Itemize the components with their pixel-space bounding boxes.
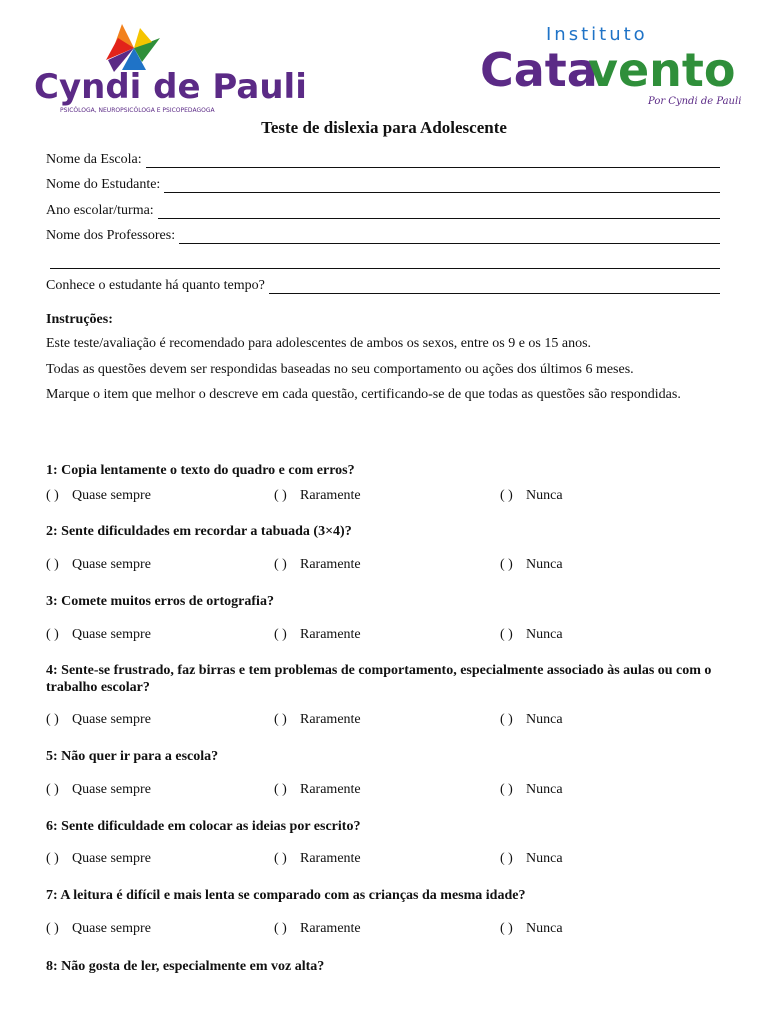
instructions-paragraph-1: Este teste/avaliação é recomendado para adolescentes de ambos os sexos, entre os 9 e os 15 anos. bbox=[46, 336, 592, 351]
checkbox[interactable]: ( ) bbox=[500, 712, 513, 727]
checkbox[interactable]: ( ) bbox=[46, 921, 59, 936]
svg-text:vento: vento bbox=[588, 43, 736, 97]
option-label: Nunca bbox=[526, 488, 563, 503]
option-raramente[interactable] bbox=[274, 782, 361, 798]
question-2: 2: Sente dificuldades em recordar a tabuada (3×4)? bbox=[46, 524, 352, 539]
option-label: Nunca bbox=[526, 921, 563, 936]
option-label: Quase sempre bbox=[72, 557, 151, 572]
checkbox[interactable]: ( ) bbox=[274, 557, 287, 572]
options-q4 bbox=[46, 712, 722, 730]
question-3: 3: Comete muitos erros de ortografia? bbox=[46, 594, 274, 609]
option-label: Raramente bbox=[300, 627, 361, 642]
question-8: 8: Não gosta de ler, especialmente em voz alta? bbox=[46, 959, 325, 974]
option-raramente[interactable] bbox=[274, 488, 361, 504]
field-label: Nome do Estudante: bbox=[46, 177, 161, 192]
options-q1 bbox=[46, 488, 722, 506]
option-nunca[interactable] bbox=[500, 851, 563, 867]
checkbox[interactable]: ( ) bbox=[500, 557, 513, 572]
option-label: Raramente bbox=[300, 488, 361, 503]
option-label: Raramente bbox=[300, 712, 361, 727]
question-6: 6: Sente dificuldade em colocar as ideias por escrito? bbox=[46, 819, 361, 834]
checkbox[interactable]: ( ) bbox=[274, 627, 287, 642]
option-label: Nunca bbox=[526, 557, 563, 572]
option-nunca[interactable] bbox=[500, 782, 563, 798]
checkbox[interactable]: ( ) bbox=[274, 782, 287, 797]
input-line[interactable] bbox=[164, 178, 720, 193]
question-5: 5: Não quer ir para a escola? bbox=[46, 749, 219, 764]
checkbox[interactable]: ( ) bbox=[46, 627, 59, 642]
checkbox[interactable]: ( ) bbox=[500, 488, 513, 503]
option-label: Raramente bbox=[300, 782, 361, 797]
option-label: Quase sempre bbox=[72, 851, 151, 866]
option-label: Nunca bbox=[526, 627, 563, 642]
option-nunca[interactable] bbox=[500, 557, 563, 573]
question-1: 1: Copia lentamente o texto do quadro e com erros? bbox=[46, 463, 355, 478]
option-label: Quase sempre bbox=[72, 712, 151, 727]
option-label: Nunca bbox=[526, 782, 563, 797]
option-raramente[interactable] bbox=[274, 557, 361, 573]
option-label: Quase sempre bbox=[72, 782, 151, 797]
options-q7 bbox=[46, 921, 722, 939]
instructions-heading: Instruções: bbox=[46, 312, 113, 327]
option-nunca[interactable] bbox=[500, 712, 563, 728]
input-line[interactable] bbox=[158, 204, 720, 219]
field-label: Ano escolar/turma: bbox=[46, 203, 154, 218]
checkbox[interactable]: ( ) bbox=[46, 851, 59, 866]
cyndi-de-pauli-logo bbox=[34, 20, 307, 116]
option-label: Quase sempre bbox=[72, 488, 151, 503]
checkbox[interactable]: ( ) bbox=[500, 782, 513, 797]
checkbox[interactable]: ( ) bbox=[500, 851, 513, 866]
input-line[interactable] bbox=[179, 229, 720, 244]
input-line[interactable] bbox=[269, 279, 720, 294]
options-q2 bbox=[46, 557, 722, 575]
svg-text:Cata: Cata bbox=[480, 43, 598, 97]
page-title: Teste de dislexia para Adolescente bbox=[261, 118, 507, 137]
option-raramente[interactable] bbox=[274, 851, 361, 867]
school-year-field[interactable] bbox=[46, 201, 720, 219]
options-q5 bbox=[46, 782, 722, 800]
option-raramente[interactable] bbox=[274, 921, 361, 937]
field-label: Nome dos Professores: bbox=[46, 228, 176, 243]
option-label: Raramente bbox=[300, 851, 361, 866]
pinwheel-icon bbox=[34, 20, 307, 116]
checkbox[interactable]: ( ) bbox=[46, 488, 59, 503]
option-quase-sempre[interactable] bbox=[46, 712, 151, 728]
checkbox[interactable]: ( ) bbox=[500, 921, 513, 936]
option-raramente[interactable] bbox=[274, 627, 361, 643]
option-label: Raramente bbox=[300, 921, 361, 936]
svg-text:Cyndi de Pauli: Cyndi de Pauli bbox=[34, 67, 307, 107]
logo-subtitle: PSICÓLOGA, NEUROPSICÓLOGA E PSICOPEDAGOGA bbox=[60, 107, 215, 114]
option-quase-sempre[interactable] bbox=[46, 488, 151, 504]
option-quase-sempre[interactable] bbox=[46, 627, 151, 643]
checkbox[interactable]: ( ) bbox=[46, 782, 59, 797]
teachers-names-field[interactable] bbox=[46, 226, 720, 244]
instructions-paragraph-2: Todas as questões devem ser respondidas baseadas no seu comportamento ou ações dos últimos 6 meses. bbox=[46, 362, 634, 377]
option-nunca[interactable] bbox=[500, 627, 563, 643]
option-nunca[interactable] bbox=[500, 921, 563, 937]
school-name-field[interactable] bbox=[46, 150, 720, 168]
field-label: Conhece o estudante há quanto tempo? bbox=[46, 278, 265, 293]
question-4: 4: Sente-se frustrado, faz birras e tem problemas de comportamento, especialmente associado às aulas ou com o trabalho escolar? bbox=[46, 663, 712, 695]
question-7: 7: A leitura é difícil e mais lenta se comparado com as crianças da mesma idade? bbox=[46, 888, 526, 903]
checkbox[interactable]: ( ) bbox=[274, 488, 287, 503]
checkbox[interactable]: ( ) bbox=[274, 851, 287, 866]
student-name-field[interactable] bbox=[46, 175, 720, 193]
option-quase-sempre[interactable] bbox=[46, 782, 151, 798]
checkbox[interactable]: ( ) bbox=[46, 712, 59, 727]
option-label: Quase sempre bbox=[72, 627, 151, 642]
checkbox[interactable]: ( ) bbox=[274, 712, 287, 727]
checkbox[interactable]: ( ) bbox=[500, 627, 513, 642]
option-quase-sempre[interactable] bbox=[46, 557, 151, 573]
option-label: Quase sempre bbox=[72, 921, 151, 936]
svg-text:Instituto: Instituto bbox=[546, 24, 648, 45]
instituto-catavento-logo bbox=[478, 22, 740, 110]
option-quase-sempre[interactable] bbox=[46, 851, 151, 867]
svg-text:Por Cyndi de Pauli: Por Cyndi de Pauli bbox=[648, 96, 742, 107]
known-duration-field[interactable] bbox=[46, 276, 720, 294]
checkbox[interactable]: ( ) bbox=[274, 921, 287, 936]
checkbox[interactable]: ( ) bbox=[46, 557, 59, 572]
options-q3 bbox=[46, 627, 722, 645]
input-line[interactable] bbox=[50, 254, 720, 269]
option-label: Raramente bbox=[300, 557, 361, 572]
instructions-paragraph-3: Marque o item que melhor o descreve em cada questão, certificando-se de que todas as questões são respondidas. bbox=[46, 387, 681, 402]
field-label: Nome da Escola: bbox=[46, 152, 142, 167]
input-line[interactable] bbox=[146, 153, 720, 168]
option-raramente[interactable] bbox=[274, 712, 361, 728]
options-q6 bbox=[46, 851, 722, 869]
option-quase-sempre[interactable] bbox=[46, 921, 151, 937]
teachers-names-continuation-field[interactable] bbox=[46, 251, 720, 269]
option-nunca[interactable] bbox=[500, 488, 563, 504]
option-label: Nunca bbox=[526, 851, 563, 866]
option-label: Nunca bbox=[526, 712, 563, 727]
